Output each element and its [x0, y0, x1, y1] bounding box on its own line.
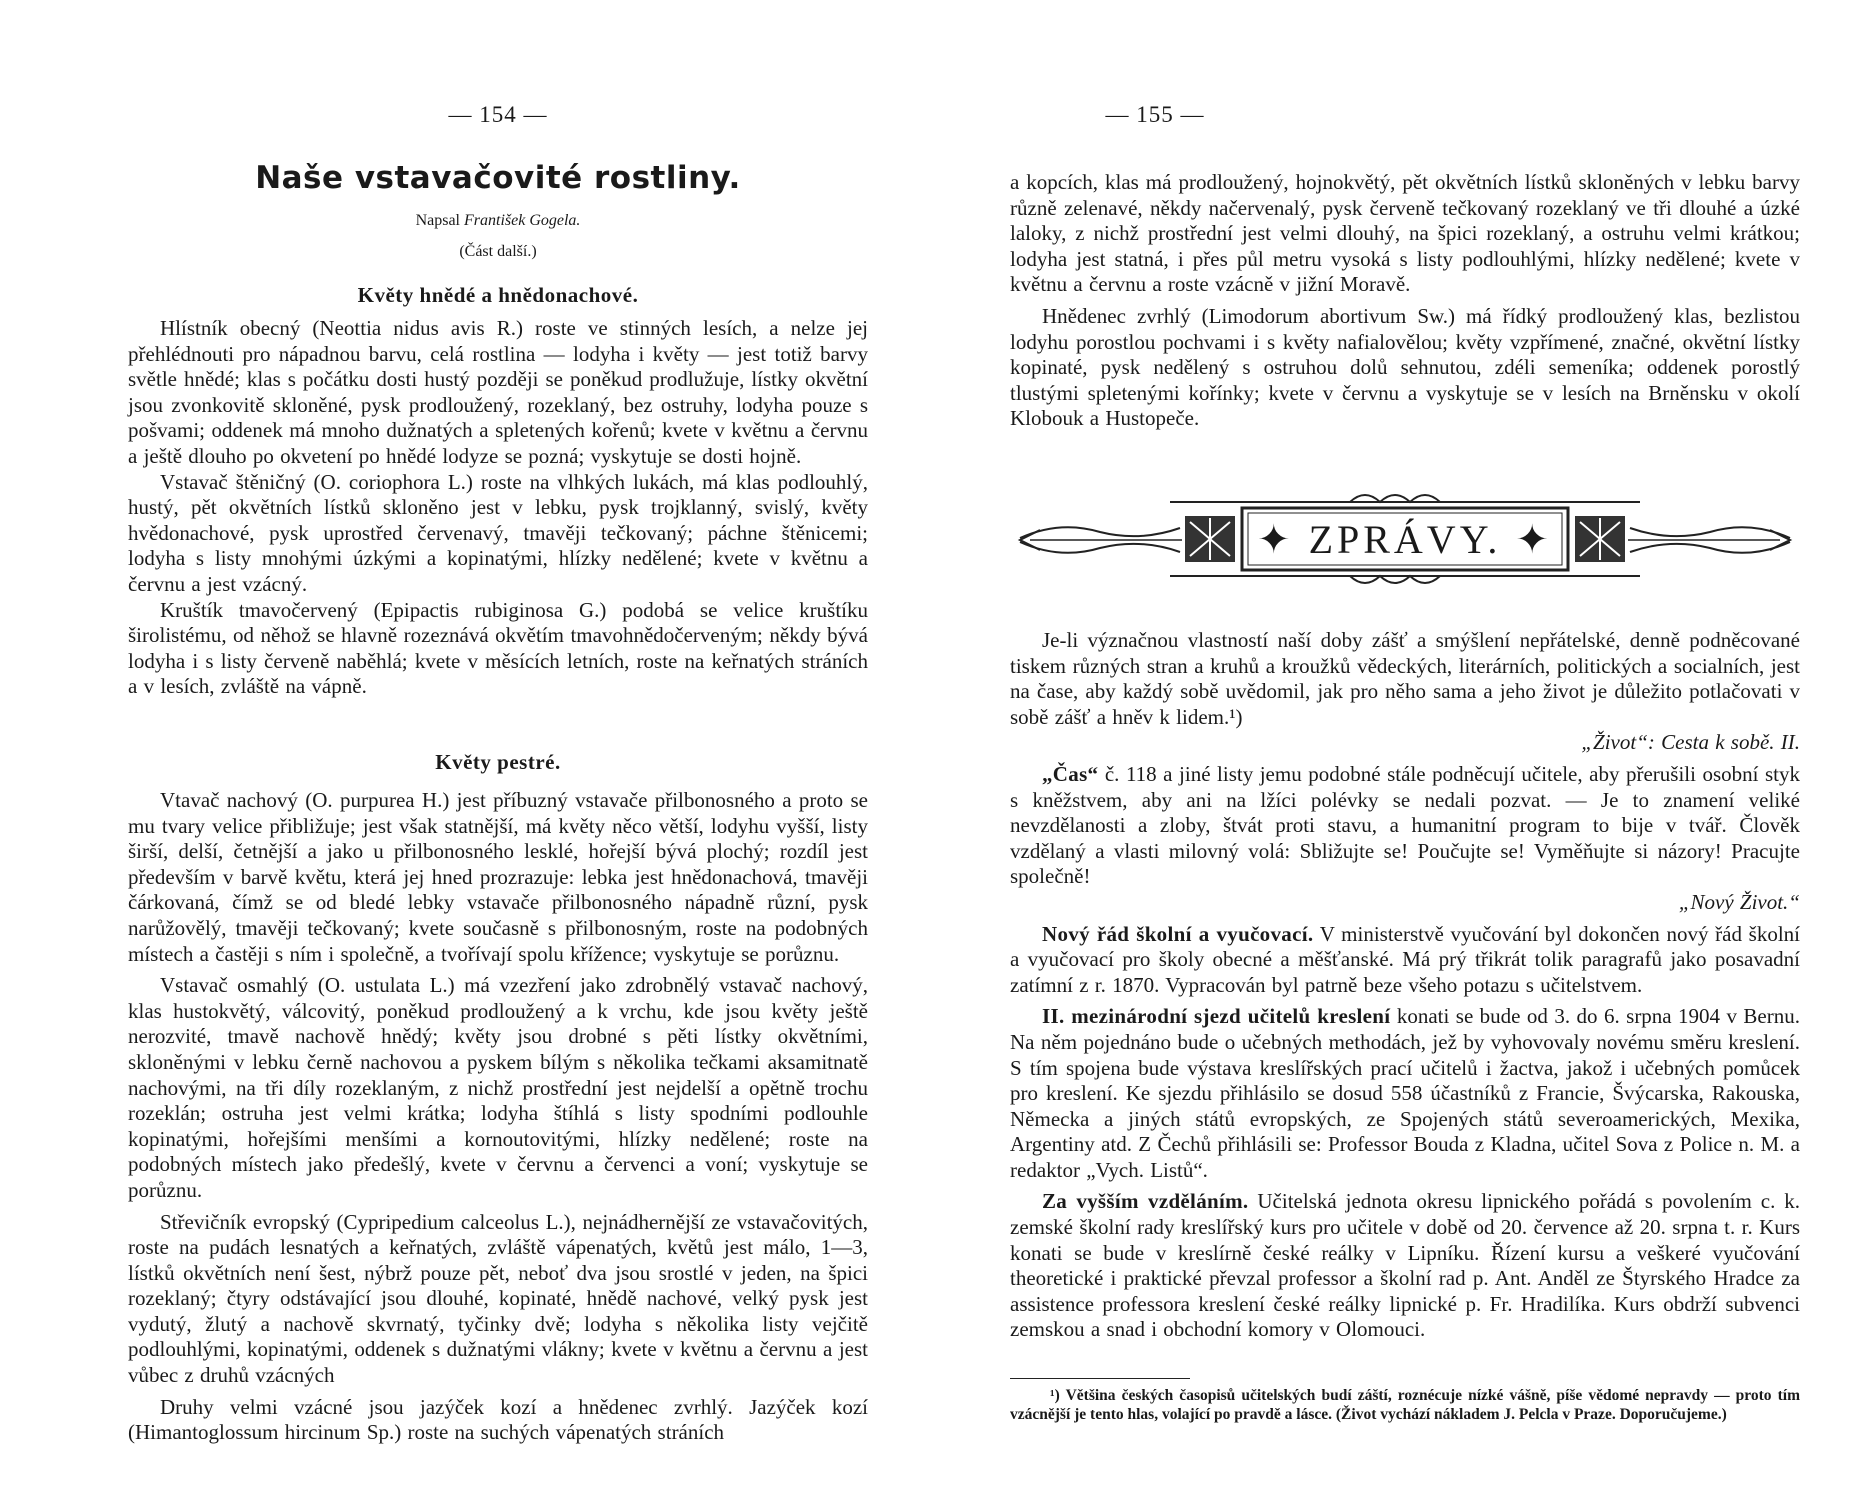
paragraph: Kruštík tmavočervený (Epipactis rubiginosa G.) podobá se velice kruštíku širolistému, od něhož se hlavně rozeznává okvětím tmavohnědočerveným; někdy bývá lodyha i s listy červeně naběhlá; kvete v měsících letních, roste na keřnatých stráních a v lesích, zvláště na vápně. — [128, 597, 868, 699]
section-heading-mottled: Květy pestré. — [435, 750, 561, 774]
news-signature: „Nový Život.“ — [1678, 889, 1800, 914]
page-number-left: — 154 — — [448, 102, 548, 127]
news-paragraph — [1010, 1004, 1800, 1183]
news-lead: II. mezinárodní sjezd učitelů kreslení — [1042, 1004, 1391, 1029]
news-banner — [1010, 480, 1800, 600]
section-body-brown — [128, 316, 868, 700]
left-page — [128, 0, 868, 1500]
byline-prefix: Napsal — [415, 212, 464, 229]
banner-title: ✦ ZPRÁVY. ✦ — [1257, 517, 1553, 562]
news-paragraph — [1010, 1189, 1800, 1343]
news-lead: „Čas“ — [1042, 761, 1099, 786]
news-text: Je-li význačnou vlastností naší doby zášť a smýšlení nepřátelské, denně podněcované tiskem různých stran a kruhů a kroužků vědeckých, literárních, politických a socialních, jest na čase, aby každý sobě uvědomil, jak pro něho sama a jeho život je důležito potlačovati v sobě zášť a hněv k lidem.¹) — [1010, 628, 1800, 729]
news-text: V ministerstvě vyučování byl dokončen nový řád školní a vyučovací pro školy obecné a měšťanské. Má prý třikrát tolik paragrafů jako posavadní zatímní z r. 1870. Vypracován byl patrně beze všeho potazu s učitelstvem. — [1010, 921, 1800, 997]
article-title: Naše vstavačovité rostliny. — [255, 160, 741, 196]
news-signature: „Život“: Cesta k sobě. II. — [1581, 730, 1800, 755]
paragraph: Hlístník obecný (Neottia nidus avis R.) roste ve stinných lesích, a nelze jej přehlédnouti pro nápadnou barvu, celá rostlina — lodyha i květy — jest totiž barvy světle hnědé; klas s počátku dosti hustý později se poněkud prodlužuje, lístky okvětní jsou zvonkovitě skloněné, pysk prodloužený, rozeklaný, bez ostruhy, lodyha pouze s pošvami; oddenek má mnoho dužnatých a spletených kořenů; kvete v květnu a červnu a ještě dlouho po okvetení po hnědé lodyze se pozná; vyskytuje se dosti hojně. — [128, 316, 868, 468]
news-lead: Nový řád školní a vyučovací. — [1042, 921, 1314, 946]
paragraph: Vstavač štěničný (O. coriophora L.) roste na vlhkých lukách, má klas podlouhlý, hustý, pět okvětních lístků skloněno jest v lebku, pysk trojklanný, svislý, květy hvědonachové, pysk uprostřed červenavý, tmavěji tečkovaný; páchne štěnicemi; lodyha s listy mnohými úzkými a kopinatými, hlízky nedělené; kvete v květnu a červnu a jest vzácný. — [128, 469, 868, 596]
news-paragraph — [1010, 762, 1800, 916]
paragraph: a kopcích, klas má prodloužený, hojnokvětý, pět okvětních lístků skloněných v lebku barvy různě zelenavé, někdy načervenalý, pysk červeně tečkovaný rozeklaný ve tři dlouhé a úzké laloky, z nichž prostřední jest velmi dlouhý, na špici rozeklaný, a ostruhu velmi krátkou; lodyha jest statná, i přes půl metru vysoká s listy podlouhlými, hlízky nedělené; kvete v květnu a červnu a roste vzácně v jižní Moravě. — [1010, 170, 1800, 297]
page-number-right: — 155 — — [1105, 102, 1205, 127]
news-paragraph — [1010, 628, 1800, 756]
news-section — [1010, 628, 1800, 1343]
section-body-mottled — [128, 788, 868, 1446]
news-lead: Za vyšším vzděláním. — [1042, 1189, 1249, 1214]
byline — [128, 212, 868, 230]
footnote-divider — [1010, 1378, 1190, 1379]
byline-author: František Gogela. — [464, 212, 581, 229]
paragraph: Střevičník evropský (Cypripedium calceolus L.), nejnádhernější ze vstavačovitých, roste na pudách lesnatých a keřnatých, zvláště vápenatých, květů jest málo, 1—3, lístků okvětních není šest, nýbrž pouze pět, neboť dva jsou srostlé v jeden, na špici rozeklaný; čtyry odstávající jsou dlouhé, kopinaté, hnědě nachové, velký pysk jest vydutý, žlutý a nachově skvrnatý, tyčinky dvě; lodyha s několika listy vejčitě podlouhlými, kopinatými, oddenek s dužnatými vlákny; kvete v květnu a červnu a jest vůbec z druhů vzácných — [128, 1209, 868, 1388]
news-text: Učitelská jednota okresu lipnického pořádá s povolením c. k. zemské školní rady kreslířský kurs pro učitele v době od 20. července až 20. srpna t. r. Kurs konati se bude v kreslírně české reálky v Lipníku. Řízení kursu a veškeré vyučování theoretické i praktické převzal professor a školní rad p. Ant. Anděl ze Štyrského Hradce za assistence professora kreslení české reálky lipnické p. Fr. Hradilíka. Kurs obdrží subvenci zemskou a snad i obchodní komory v Olomouci. — [1010, 1189, 1800, 1342]
section-heading-brown: Květy hnědé a hnědonachové. — [357, 283, 639, 307]
paragraph: Vtavač nachový (O. purpurea H.) jest příbuzný vstavače přilbonosného a proto se mu tvary velice přibližuje; jest však statnější, má květy něco větší, lodyhu vyšší, listy širší, delší, četnější a jako u přilbonosného lesklé, hořejší bývá plochý; rozdíl jest především v barvě květu, která jej hned prozrazuje: lebka jest hnědonachová, tmavěji čárkovaná, čímž se od bledé lebky vstavače přilbonosného nápadně různí, pysk narůžovělý, tmavěji tečkovaný; kvete současně s přilbonosným, roste na podobných místech a častěji s ním i společně, a tvořívají spolu křížence; vyskytuje se porůznu. — [128, 788, 868, 966]
news-paragraph — [1010, 922, 1800, 999]
news-text: konati se bude od 3. do 6. srpna 1904 v Bernu. Na něm pojednáno bude o učebných methodách, jež by vyhovovaly novému směru kreslení. S tím spojena bude výstava kreslířských prací učitelů i žactva, jakož i učebných pomůcek pro kreslení. Ke sjezdu přihlásilo se dosud 558 účastníků z Francie, Švýcarska, Rakouska, Německa a jiných států evropských, ze Spojených států severoamerických, Mexika, Argentiny atd. Z Čechů přihlásili se: Professor Bouda z Kladna, učitel Sova z Police n. M. a redaktor „Vych. Listů“. — [1010, 1004, 1800, 1182]
paragraph: Hnědenec zvrhlý (Limodorum abortivum Sw.) má řídký prodloužený klas, bezlistou lodyhu porostlou pochvami i s květy nafialovělou; květy vzpřímené, značné, okvětní lístky kopinaté, pysk nedělený s ostruhou dolů sehnutou, zdéli semeníka; oddenek porostlý tlustými spletenými kořínky; kvete v červnu a vyskytuje se v lesích na Brněnsku v okolí Klobouk a Hustopeče. — [1010, 303, 1800, 431]
paragraph: Vstavač osmahlý (O. ustulata L.) má vzezření jako zdrobnělý vstavač nachový, klas hustokvětý, válcovitý, poněkud prodloužený a k vrchu, kde jsou květy ještě nerozvité, tmavě nachově hnědý; květy jsou drobné s pěti lístky okvětními, skloněnými v lebku černě nachovou a pyskem bílým s několika tečkami aksamitnatě nachovými, na tři díly rozeklaným, z nichž prostřední jest nejdelší a opětně trochu rozeklán; ostruha jest velmi krátka; lodyha štíhlá s listy spodními podlouhle kopinatými, hořejšími menšími a kornoutovitými, hlízky nedělené; roste na podobných místech jako předešlý, kvete v červnu a červenci a voní; vyskytuje se porůznu. — [128, 973, 868, 1202]
continuation-text — [1010, 170, 1800, 432]
paragraph: Druhy velmi vzácné jsou jazýček kozí a hnědenec zvrhlý. Jazýček kozí (Himantoglossum hircinum Sp.) roste na suchých vápenatých stráních — [128, 1394, 868, 1445]
article-subtitle: (Část další.) — [459, 243, 537, 260]
news-text: č. 118 a jiné listy jemu podobné stále podněcují učitele, aby přerušili osobní styk s kněžstvem, aby ani na lžíci polévky se nedali pozvat. — Je to znamení veliké nevzdělanosti a zloby, štvát proti stavu, a humanitní program to bije v tvář. Člověk vzdělaný a vlasti milovný volá: Sbližujte se! Poučujte se! Vyměňujte si názory! Pracujte společně! — [1010, 761, 1800, 889]
footnote: ¹) Většina českých časopisů učitelských budí záští, roznécuje nízké vášně, píše vědomé nepravdy — proto tím vzácnější je tento hlas, volající po pravdě a lásce. (Život vychází nákladem J. Pelcla v Praze. Doporučujeme.) — [1010, 1387, 1800, 1423]
right-page — [1010, 0, 1800, 1500]
